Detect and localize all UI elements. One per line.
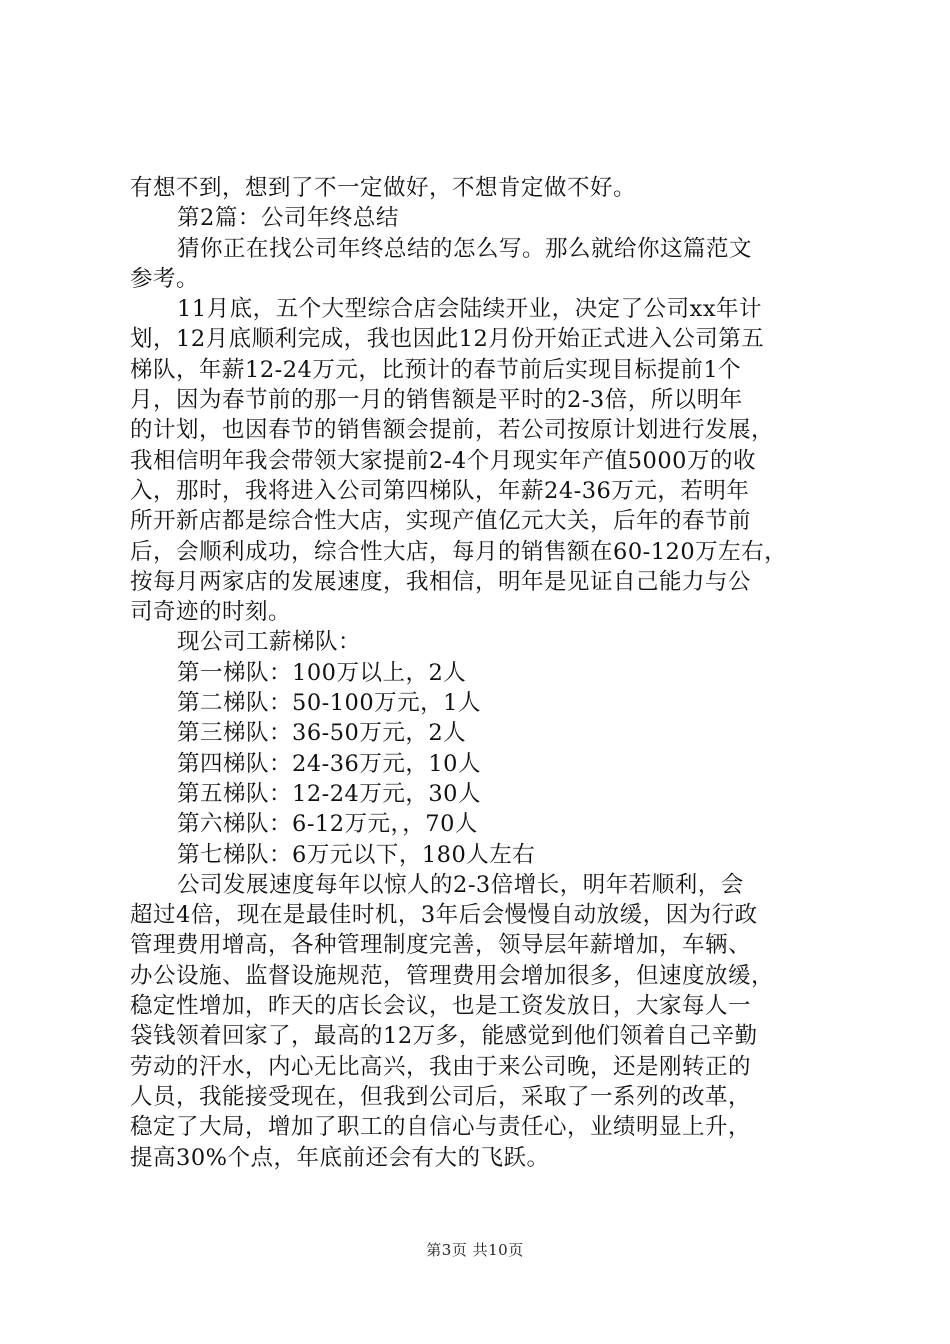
text-line: 11月底，五个大型综合店会陆续开业，决定了公司xx年计 xyxy=(177,296,763,323)
text-line: 现公司工薪梯队： xyxy=(177,629,362,656)
text-line: 月，因为春节前的那一月的销售额是平时的2-3倍，所以明年 xyxy=(130,387,743,414)
text-line: 稳定了大局，增加了职工的自信心与责任心，业绩明显上升， xyxy=(130,1114,752,1141)
text-line: 第三梯队：36-50万元，2人 xyxy=(177,720,467,747)
text-line: 所开新店都是综合性大店，实现产值亿元大关，后年的春节前 xyxy=(130,508,752,535)
text-line: 第四梯队：24-36万元，10人 xyxy=(177,750,481,777)
text-line: 司奇迹的时刻。 xyxy=(130,599,292,626)
text-line: 第2篇：公司年终总结 xyxy=(177,205,399,232)
text-line: 公司发展速度每年以惊人的2-3倍增长，明年若顺利，会 xyxy=(177,871,744,898)
document-body xyxy=(130,173,830,1173)
text-line: 后，会顺利成功，综合性大店，每月的销售额在60-120万左右， xyxy=(130,538,788,565)
text-line: 人员，我能接受现在，但我到公司后，采取了一系列的改革， xyxy=(130,1083,752,1110)
text-line: 参考。 xyxy=(130,265,200,292)
page-footer: 第3页 共10页 xyxy=(426,1241,524,1259)
text-line: 的计划，也因春节的销售额会提前，若公司按原计划进行发展， xyxy=(130,417,775,444)
text-line: 划，12月底顺利完成，我也因此12月份开始正式进入公司第五 xyxy=(130,326,765,353)
text-line: 劳动的汗水，内心无比高兴，我由于来公司晚，还是刚转正的 xyxy=(130,1053,752,1080)
text-line: 梯队，年薪12-24万元，比预计的春节前后实现目标提前1个 xyxy=(130,356,742,383)
text-line: 稳定性增加，昨天的店长会议，也是工资发放日，大家每人一 xyxy=(130,993,752,1020)
text-line: 第五梯队：12-24万元，30人 xyxy=(177,780,481,807)
text-line: 第七梯队：6万元以下，180人左右 xyxy=(177,841,536,868)
text-line: 袋钱领着回家了，最高的12万多，能感觉到他们领着自己辛勤 xyxy=(130,1023,758,1050)
text-line: 我相信明年我会带领大家提前2-4个月现实年产值5000万的收 xyxy=(130,447,756,474)
text-line: 猜你正在找公司年终总结的怎么写。那么就给你这篇范文 xyxy=(177,235,753,262)
text-line: 按每月两家店的发展速度，我相信，明年是见证自己能力与公 xyxy=(130,568,752,595)
text-line: 第一梯队：100万以上，2人 xyxy=(177,659,467,686)
text-line: 有想不到，想到了不一定做好，不想肯定做不好。 xyxy=(130,175,637,201)
text-line: 第六梯队：6-12万元，，70人 xyxy=(177,811,478,838)
text-line: 入，那时，我将进入公司第四梯队，年薪24-36万元，若明年 xyxy=(130,477,750,504)
text-line: 超过4倍，现在是最佳时机，3年后会慢慢自动放缓，因为行政 xyxy=(130,902,758,929)
text-line: 管理费用增高，各种管理制度完善，领导层年薪增加，车辆、 xyxy=(130,932,752,959)
text-line: 第二梯队：50-100万元，1人 xyxy=(177,690,481,717)
text-line: 提高30%个点，年底前还会有大的飞跃。 xyxy=(130,1144,550,1171)
text-line: 办公设施、监督设施规范，管理费用会增加很多，但速度放缓， xyxy=(130,962,775,989)
